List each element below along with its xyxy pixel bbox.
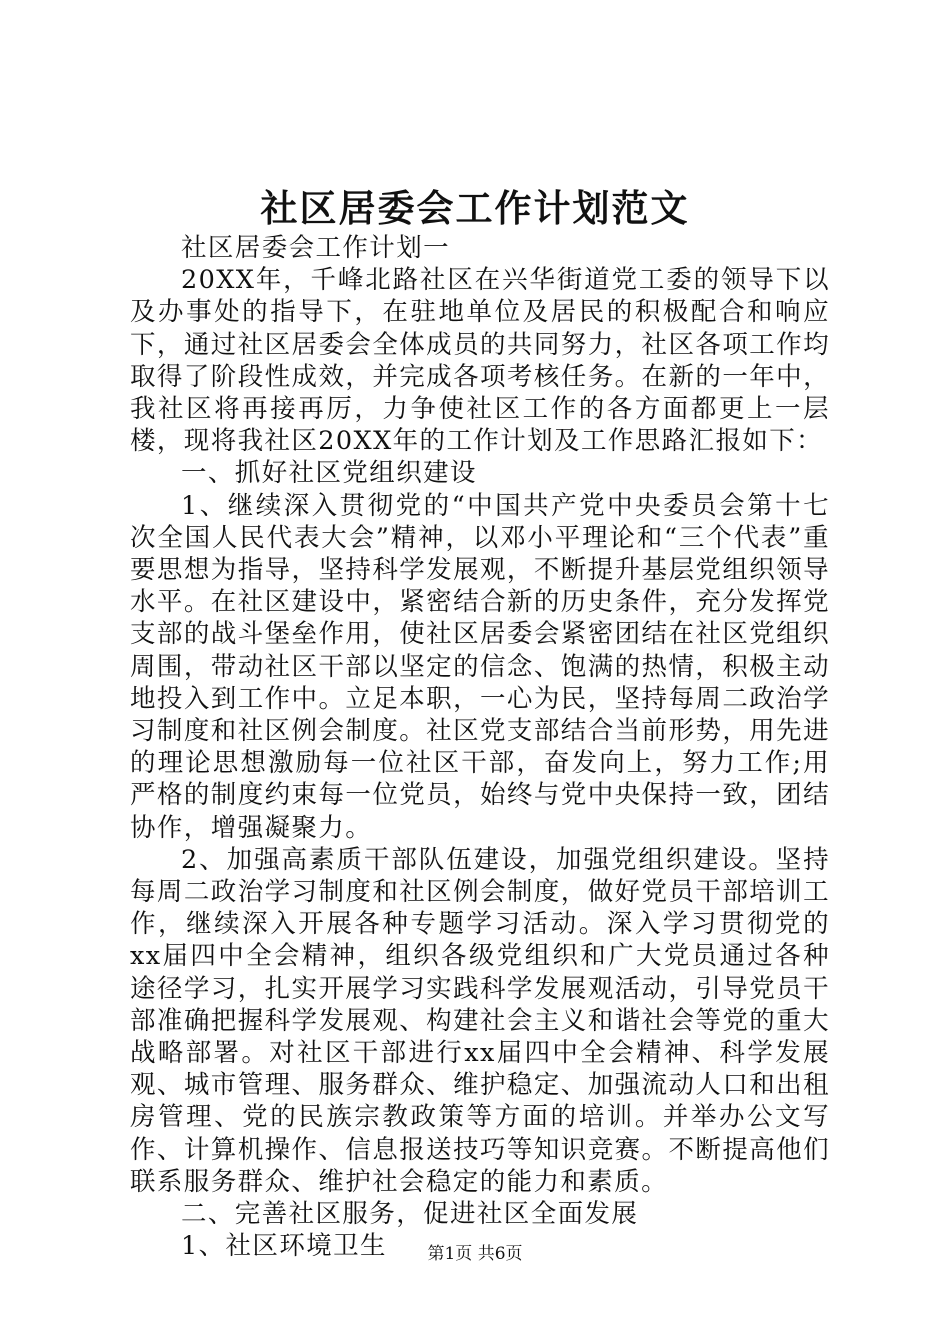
document-title: 社区居委会工作计划范文 (260, 186, 690, 230)
section-heading-community-service: 二、完善社区服务，促进社区全面发展 (181, 1199, 639, 1230)
paragraph-plan-heading: 社区居委会工作计划一 (181, 233, 451, 263)
paragraph-intro: 20XX年，千峰北路社区在兴华街道党工委的领导下以及办事处的指导下，在驻地单位及居民的积极配合和响应下，通过社区居委会全体成员的共同努力，社区各项工作均取得了阶段性成效，并完成各项考核任务。在新的一年中，我社区将再接再厉，力争使社区工作的各方面都更上一层楼，现将我社区20XX年的工作计划及工作思路汇报如下： (130, 265, 830, 457)
paragraph-item-2: 2、加强高素质干部队伍建设，加强党组织建设。坚持每周二政治学习制度和社区例会制度，做好党员干部培训工作，继续深入开展各种专题学习活动。深入学习贯彻党的xx届四中全会精神，组织各级党组织和广大党员通过各种途径学习，扎实开展学习实践科学发展观活动，引导党员干部准确把握科学发展观、构建社会主义和谐社会等党的重大战略部署。对社区干部进行xx届四中全会精神、科学发展观、城市管理、服务群众、维护稳定、加强流动人口和出租房管理、党的民族宗教政策等方面的培训。并举办公文写作、计算机操作、信息报送技巧等知识竞赛。不断提高他们联系服务群众、维护社会稳定的能力和素质。 (130, 844, 830, 1197)
section-heading-party-building: 一、抓好社区党组织建设 (181, 458, 477, 489)
page-number-footer: 第1页 共6页 (427, 1244, 523, 1264)
document-body (130, 232, 830, 1263)
paragraph-item-1: 1、继续深入贯彻党的“中国共产党中央委员会第十七次全国人民代表大会”精神，以邓小平理论和“三个代表”重要思想为指导，坚持科学发展观，不断提升基层党组织领导水平。在社区建设中，紧密结合新的历史条件，充分发挥党支部的战斗堡垒作用，使社区居委会紧密团结在社区党组织周围，带动社区干部以坚定的信念、饱满的热情，积极主动地投入到工作中。立足本职，一心为民，坚持每周二政治学习制度和社区例会制度。社区党支部结合当前形势，用先进的理论思想激励每一位社区干部，奋发向上，努力工作;用严格的制度约束每一位党员，始终与党中央保持一致，团结协作，增强凝聚力。 (130, 490, 830, 843)
subheading-environment: 1、社区环境卫生 (181, 1231, 387, 1262)
